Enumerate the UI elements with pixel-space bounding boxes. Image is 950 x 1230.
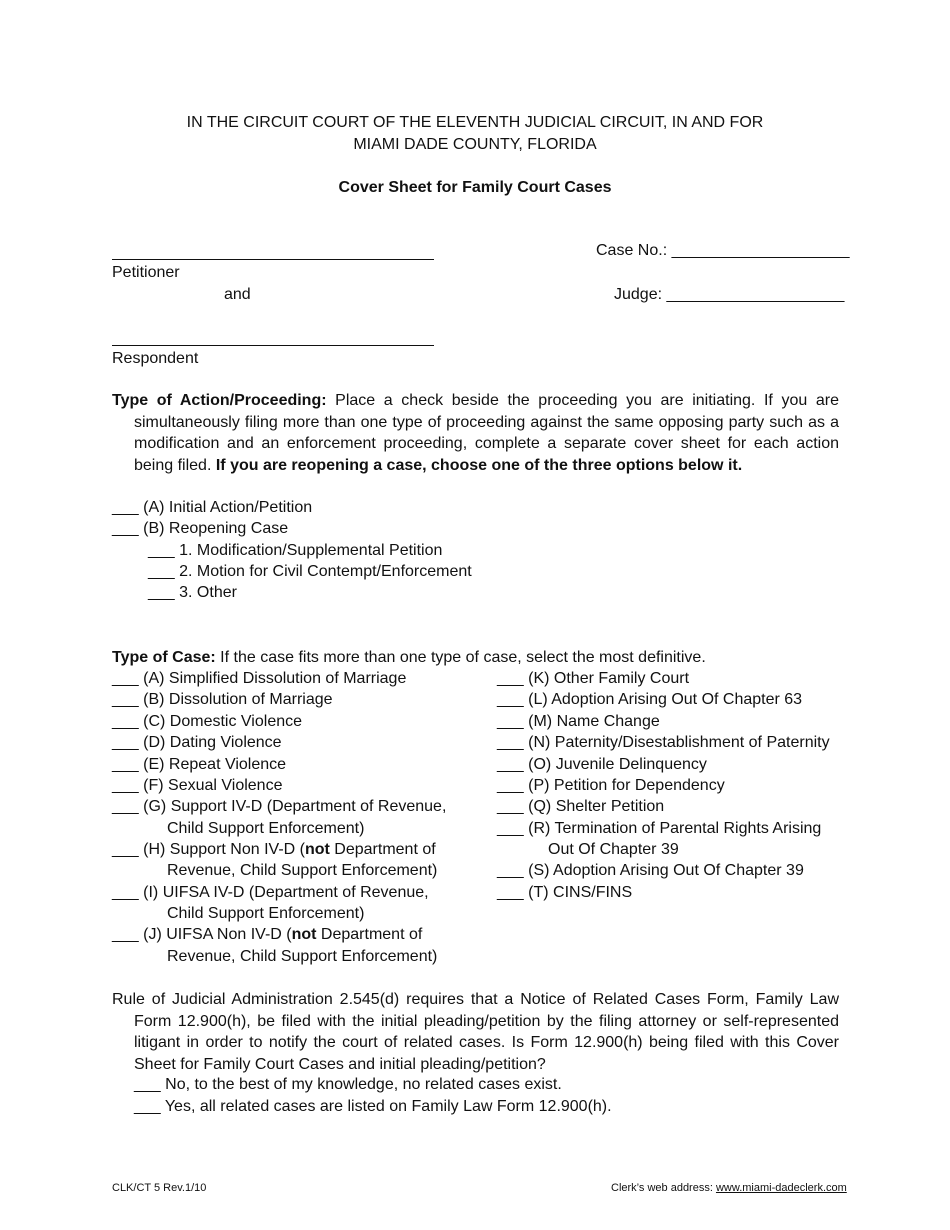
reopen-option-modification[interactable]: ___ 1. Modification/Supplemental Petition [148,542,443,559]
case-option-m[interactable]: ___ (M) Name Change [497,713,660,730]
case-option-h-text-c: Department of [329,841,436,858]
case-option-g[interactable]: ___ (G) Support IV-D (Department of Revenue, [112,798,447,815]
case-option-g-cont: Child Support Enforcement) [167,820,365,837]
case-option-j[interactable] [112,924,422,945]
case-option-j-text-a: ___ (J) UIFSA Non IV-D ( [112,926,292,943]
case-option-l[interactable]: ___ (L) Adoption Arising Out Of Chapter 63 [497,691,803,708]
case-option-h-text-a: ___ (H) Support Non IV-D ( [112,841,305,858]
case-option-b[interactable]: ___ (B) Dissolution of Marriage [112,691,333,708]
case-type-instructions [112,647,706,668]
action-reopen-note: If you are reopening a case, choose one of the three options below it. [215,456,743,474]
petitioner-signature-line[interactable] [112,259,434,260]
web-address-label: Clerk’s web address: [611,1182,713,1194]
case-option-k[interactable]: ___ (K) Other Family Court [497,670,690,687]
case-option-e[interactable]: ___ (E) Repeat Violence [112,756,287,773]
form-id: CLK/CT 5 Rev.1/10 [112,1182,207,1194]
action-instructions [112,390,839,476]
case-option-c[interactable]: ___ (C) Domestic Violence [112,713,303,730]
case-option-t[interactable]: ___ (T) CINS/FINS [497,884,633,901]
respondent-signature-line[interactable] [112,345,434,346]
clerk-website-link[interactable]: www.miami-dadeclerk.com [715,1182,847,1194]
case-option-h-not: not [304,841,330,858]
clerk-web-address [611,1181,847,1195]
judge-field[interactable]: Judge: ____________________ [614,286,845,303]
case-option-j-not: not [291,926,317,943]
case-type-heading: Type of Case: [112,649,216,666]
case-option-d[interactable]: ___ (D) Dating Violence [112,734,282,751]
case-option-q[interactable]: ___ (Q) Shelter Petition [497,798,665,815]
case-option-o[interactable]: ___ (O) Juvenile Delinquency [497,756,707,773]
and-label: and [224,286,251,303]
case-option-h[interactable] [112,839,436,860]
related-cases-no-option[interactable]: ___ No, to the best of my knowledge, no related cases exist. [134,1076,562,1093]
reopen-option-other[interactable]: ___ 3. Other [148,584,237,601]
action-option-reopening[interactable]: ___ (B) Reopening Case [112,520,289,537]
court-heading-line2: MIAMI DADE COUNTY, FLORIDA [353,136,597,153]
case-type-text: If the case fits more than one type of case, select the most definitive. [215,649,706,666]
respondent-label: Respondent [112,350,199,367]
case-option-i-cont: Child Support Enforcement) [167,905,365,922]
case-option-h-cont: Revenue, Child Support Enforcement) [167,862,438,879]
case-option-r-cont: Out Of Chapter 39 [548,841,679,858]
case-option-f[interactable]: ___ (F) Sexual Violence [112,777,283,794]
case-option-p[interactable]: ___ (P) Petition for Dependency [497,777,725,794]
related-cases-rule: Rule of Judicial Administration 2.545(d) requires that a Notice of Related Cases Form, Family Law Form 12.900(h), be filed with the initial pleading/petition by the filing attorney or self-represented litigant in order to notify the court of related cases. Is Form 12.900(h) being filed with this Cover Sheet for Family Court Cases and initial pleading/petition? [112,991,839,1073]
case-option-j-cont: Revenue, Child Support Enforcement) [167,948,438,965]
case-option-s[interactable]: ___ (S) Adoption Arising Out Of Chapter 39 [497,862,804,879]
court-heading-line1: IN THE CIRCUIT COURT OF THE ELEVENTH JUDICIAL CIRCUIT, IN AND FOR [186,114,764,131]
action-text: Place a check beside the proceeding you are initiating. If you are simultaneously filing more than one type of proceeding against the same opposing party such as a modification and an enforcement proceeding, complete a separate cover sheet for each action being filed. [134,392,839,474]
form-title: Cover Sheet for Family Court Cases [338,179,612,196]
case-option-i[interactable]: ___ (I) UIFSA IV-D (Department of Revenue, [112,884,429,901]
case-option-a[interactable]: ___ (A) Simplified Dissolution of Marriage [112,670,407,687]
related-cases-yes-option[interactable]: ___ Yes, all related cases are listed on Family Law Form 12.900(h). [134,1098,612,1115]
case-option-r[interactable]: ___ (R) Termination of Parental Rights Arising [497,820,822,837]
case-option-j-text-c: Department of [316,926,423,943]
action-heading: Type of Action/Proceeding: [112,392,327,409]
case-option-n[interactable]: ___ (N) Paternity/Disestablishment of Paternity [497,734,830,751]
action-option-initial[interactable]: ___ (A) Initial Action/Petition [112,499,313,516]
case-number-field[interactable]: Case No.: ____________________ [596,242,850,259]
reopen-option-contempt[interactable]: ___ 2. Motion for Civil Contempt/Enforcement [148,563,472,580]
petitioner-label: Petitioner [112,264,180,281]
